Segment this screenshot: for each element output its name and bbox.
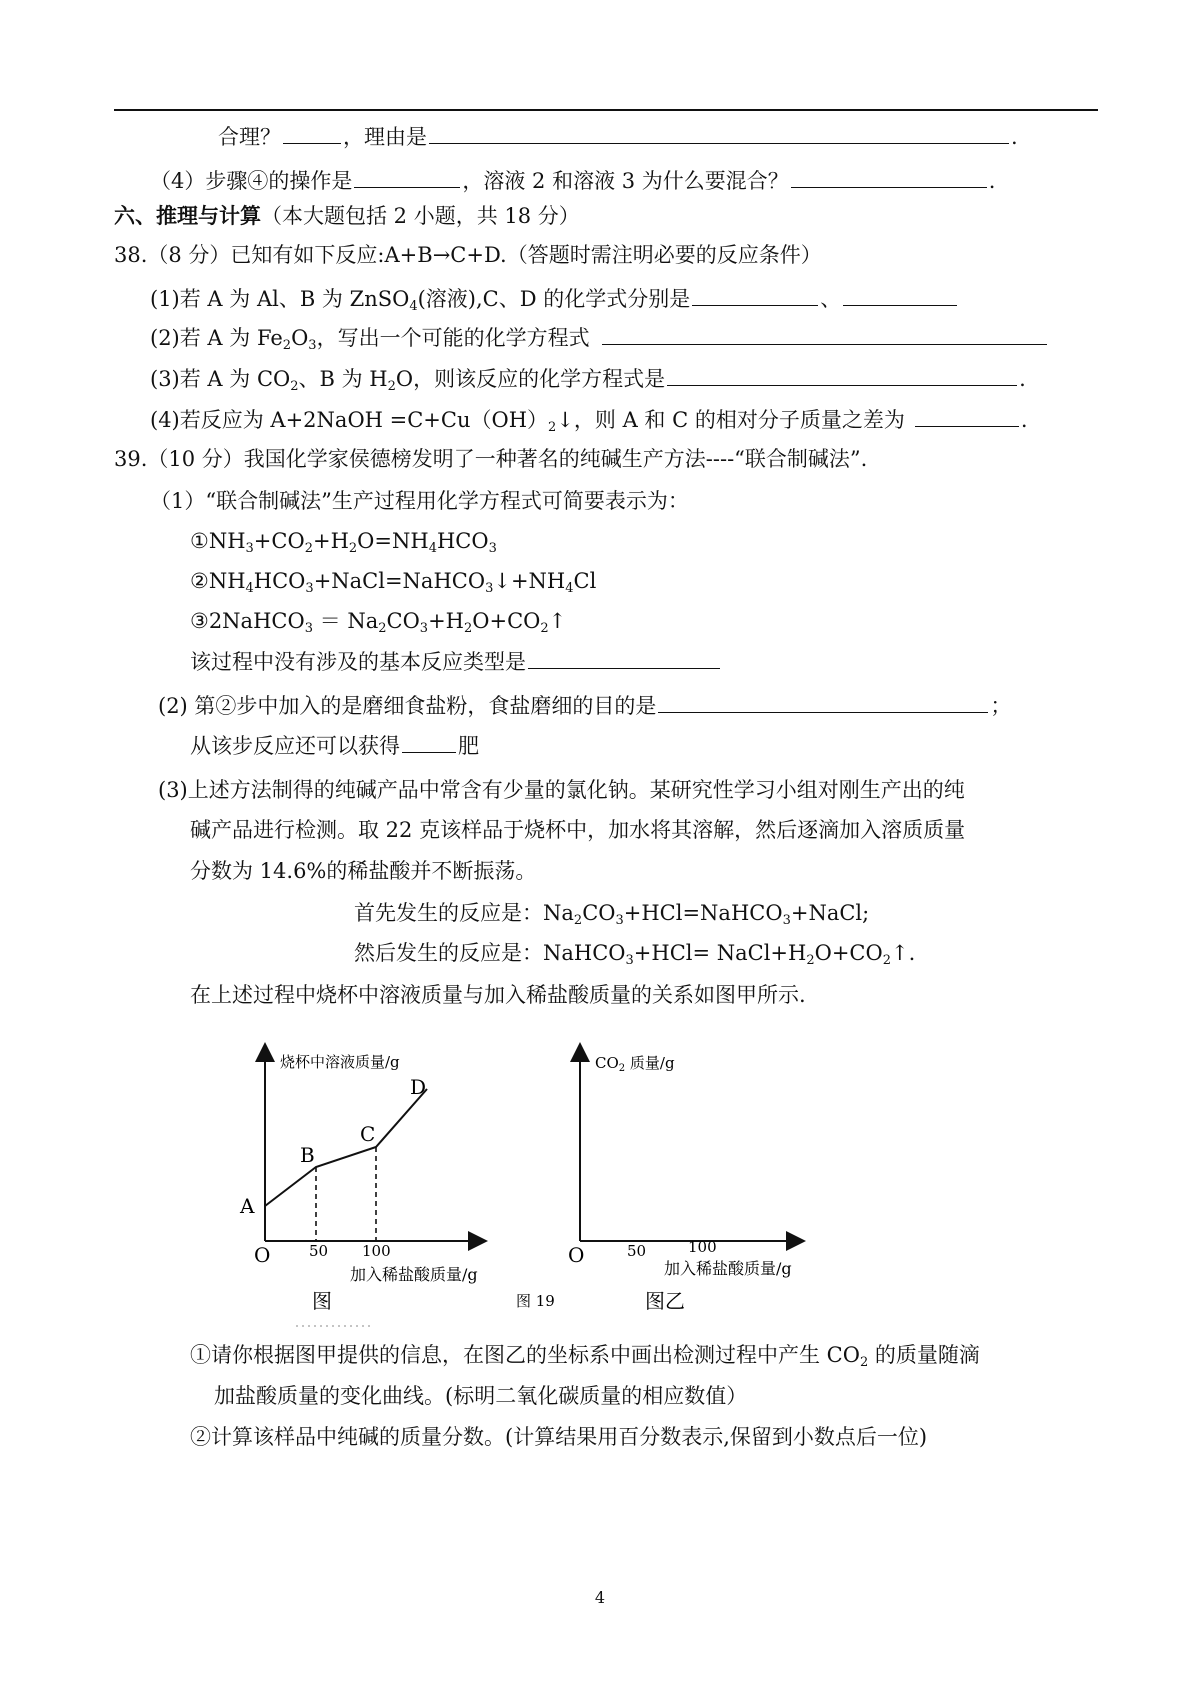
eq1-s5: 2 [348,541,358,556]
eq1-t2: +CO [253,529,305,553]
q39-stem-text: 39.（10 分）我国化学家侯德榜发明了一种著名的纯碱生产方法----“联合制碱法”. [114,447,868,471]
q38-p3-sub2: 2 [387,379,396,394]
q37-text-b: ，理由是 [343,125,427,149]
q39-reaction-type-text: 该过程中没有涉及的基本反应类型是 [190,650,526,674]
chart-right [568,1052,796,1313]
q39-p3-l4: 在上述过程中烧杯中溶液质量与加入稀盐酸质量的关系如图甲所示. [190,983,806,1007]
left-point-c: C [360,1122,376,1146]
eq1-t6: O=NH [357,529,429,553]
q37-step4-text: （4）步骤④的操作是 [150,169,353,193]
left-x-label: 加入稀盐酸质量/g [350,1265,478,1284]
eq3-s5: 3 [419,621,429,636]
left-origin: O [254,1243,271,1267]
q38-p2-text-a: (2)若 A 为 Fe [150,326,283,350]
q38-p2-sub2: 3 [308,338,317,353]
left-caption: 图 [312,1289,332,1313]
eq1-s9: 3 [488,541,497,556]
eq2-t4: +NaCl=NaHCO [313,569,486,593]
q39-p2-text: (2) 第②步中加入的是磨细食盐粉，食盐磨细的目的是 [158,694,657,718]
q38-p1-sub: 4 [409,299,418,314]
r2-t-b: +HCl= NaCl+H [633,941,807,965]
section-title: 六、推理与计算 [114,203,261,228]
r2-s3: 2 [882,953,892,968]
r1-s1: 2 [573,913,583,928]
q38-p4-text-a: (4)若反应为 A+2NaOH =C+Cu（OH） [150,408,549,432]
q39-subq2 [190,1422,927,1452]
r2-t-a: 然后发生的反应是：NaHCO [354,941,626,965]
q39-p2-end: ； [990,694,1012,718]
q39-p3-l1: (3)上述方法制得的纯碱产品中常含有少量的氯化钠。某研究性学习小组对刚生产出的纯 [158,778,965,802]
subq1-text-a: ①请你根据图甲提供的信息，在图乙的坐标系中画出检测过程中产生 CO [190,1343,860,1367]
left-xtick-100: 100 [362,1242,391,1260]
section-note: （本大题包括 2 小题，共 18 分） [261,204,580,228]
r2-s2: 2 [806,953,815,968]
left-point-a: A [240,1194,255,1218]
r1-t-b: CO [582,901,616,925]
right-x-label: 加入稀盐酸质量/g [664,1259,792,1278]
q39-p1-text: （1）“联合制碱法”生产过程用化学方程式可简要表示为： [150,489,689,513]
chart-left [239,1052,478,1326]
left-curve [265,1089,427,1206]
eq2-t0: ②NH [190,569,246,593]
q38-p3-sub1: 2 [290,379,299,394]
right-y-label: $CO_2$ 质量/g [595,1054,675,1074]
q38-p4-sub: 2 [548,420,557,435]
q38-p2-text-b: O [291,326,309,350]
eq3-t10: ↑ [548,609,567,633]
q38-p3-text-a: (3)若 A 为 CO [150,367,291,391]
eq3-t0: ③2NaHCO [190,609,305,633]
q38-p1-text-a: (1)若 A 为 Al、B 为 ZnSO [150,287,410,311]
q38-stem-text: 38.（8 分）已知有如下反应:A+B→C+D.（答题时需注明必要的反应条件） [114,243,822,267]
r1-t-c: +HCl=NaHCO [623,901,783,925]
r2-t-d: ↑. [891,941,916,965]
left-point-d: D [410,1075,427,1099]
right-caption: 图乙 [645,1289,685,1313]
q39-p3-l2: 碱产品进行检测。取 22 克该样品于烧杯中，加水将其溶解，然后逐滴加入溶质质量 [190,818,966,842]
subq1-text-c: 加盐酸质量的变化曲线。(标明二氧化碳质量的相应数值） [214,1384,748,1408]
eq2-t8: Cl [573,569,597,593]
eq2-s7: 4 [565,581,574,596]
q38-p3-text-b: 、B 为 H [298,367,388,391]
q38-p3-text-c: O，则该反应的化学方程式是 [395,367,666,391]
eq2-s1: 4 [245,581,254,596]
page-number: 4 [594,1588,606,1607]
eq1-t8: HCO [436,529,489,553]
q39-subq1-line1 [190,1340,980,1370]
figure-caption: 图 19 [516,1292,555,1310]
eq2-t2: HCO [253,569,306,593]
eq2-s5: 3 [485,581,494,596]
left-point-b: B [300,1143,315,1167]
eq3-t6: +H [428,609,464,633]
eq1-s7: 4 [428,541,437,556]
q37-text-c: . [1011,125,1018,149]
eq3-s1: 3 [304,621,313,636]
q38-p1-text-b: (溶液),C、D 的化学式分别是 [417,287,691,311]
eq3-s9: 2 [540,621,549,636]
q38-p2-sub1: 2 [282,338,292,353]
eq3-s3: 2 [378,621,387,636]
eq1-s1: 3 [245,541,254,556]
q37-text-a: 合理？ [218,125,281,149]
q37-end: . [988,169,996,193]
q38-p4-text-b: ↓，则 A 和 C 的相对分子质量之差为 [556,408,905,432]
r2-s1: 3 [625,953,634,968]
q39-subq1-line2 [214,1381,747,1411]
q38-p2-text-c: ，写出一个可能的化学方程式 [316,326,590,350]
q38-p1-sep: 、 [820,287,842,311]
left-xtick-50: 50 [309,1242,329,1260]
eq3-t8: O+CO [472,609,541,633]
eq3-t4: CO [386,609,420,633]
left-y-label: 烧杯中溶液质量/g [280,1053,400,1071]
r2-t-c: O+CO [814,941,883,965]
eq1-t0: ①NH [190,529,246,553]
eq2-s3: 3 [305,581,314,596]
q37-mix-question: ，溶液 2 和溶液 3 为什么要混合？ [462,169,789,193]
right-xtick-50: 50 [627,1242,647,1260]
right-xtick-100: 100 [688,1238,717,1256]
q38-p3-end: . [1019,367,1026,391]
q39-fertilizer-end: 肥 [458,734,479,758]
eq1-s3: 2 [304,541,313,556]
q39-fertilizer-text: 从该步反应还可以获得 [190,734,400,758]
r1-t-a: 首先发生的反应是：Na [354,901,574,925]
right-origin: O [568,1243,585,1267]
q39-p3-l3: 分数为 14.6%的稀盐酸并不断振荡。 [190,859,537,883]
subq1-text-b: 的质量随滴 [868,1343,980,1367]
eq3-s7: 2 [464,621,473,636]
eq2-t6: ↓+NH [493,569,566,593]
r1-s2: 3 [615,913,624,928]
eq1-t4: +H [312,529,349,553]
eq3-t2: ＝ Na [312,609,379,633]
subq1-sub: 2 [859,1355,869,1370]
r1-t-d: +NaCl; [790,901,870,925]
q38-p4-end: . [1020,408,1028,432]
r1-s3: 3 [782,913,791,928]
subq2-text: ②计算该样品中纯碱的质量分数。(计算结果用百分数表示,保留到小数点后一位) [190,1425,928,1449]
